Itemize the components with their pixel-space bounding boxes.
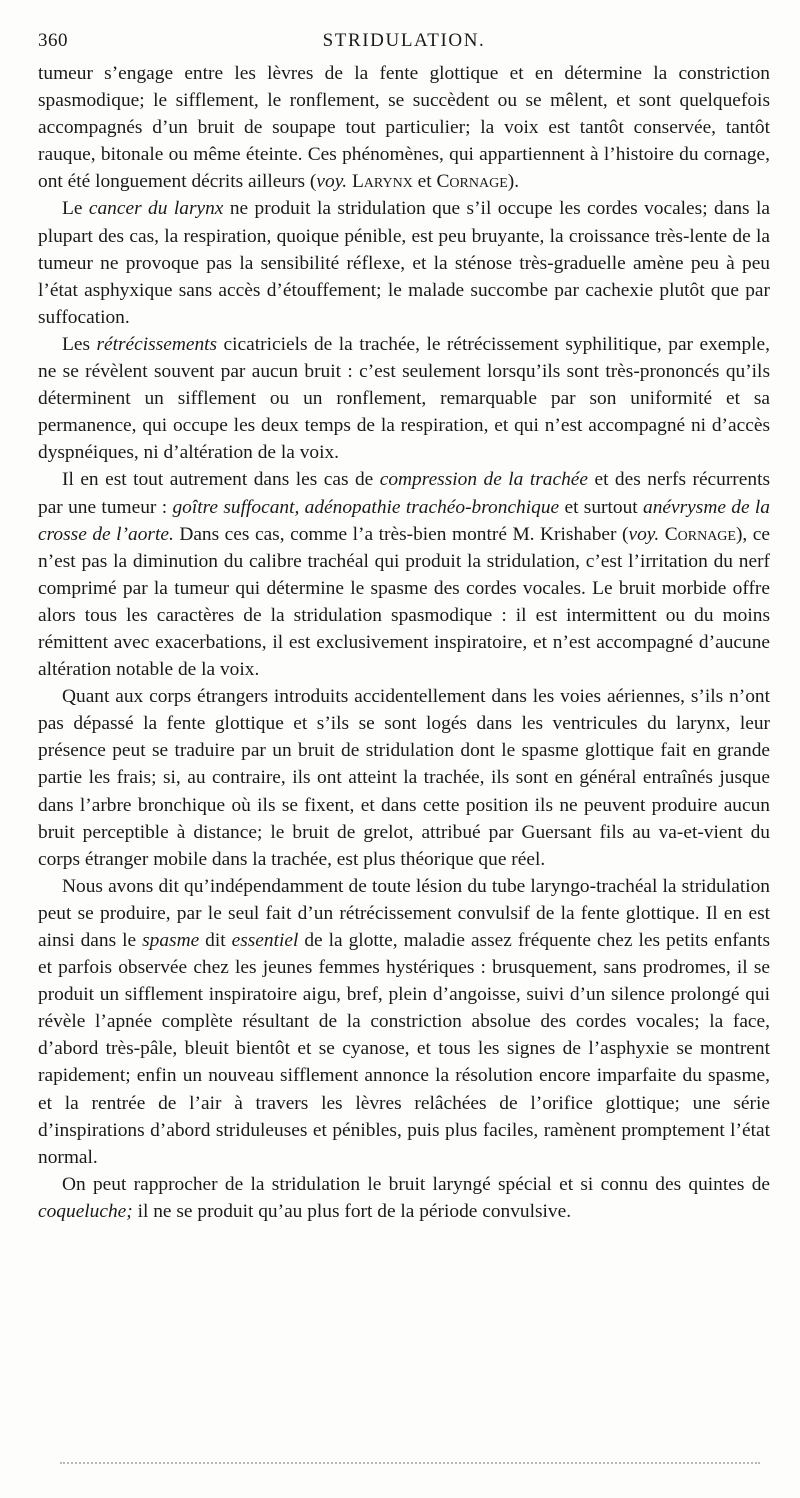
italic-text: anévrysme de la crosse de l’aorte. <box>38 496 770 545</box>
paragraph <box>38 466 770 683</box>
small-caps-text: Cornage <box>664 523 736 545</box>
text-run: cicatriciels de la trachée, le rétrécissement syphilitique, par exemple, ne se révèlent souvent par aucun bruit : c’est seulement lorsqu’ils sont très-prononcés qu’ils déterminent un sifflement ou un ronflement, remarquable par son uniformité et sa permanence, qui occupe les deux temps de la respiration, et qui n’est accompagné ni d’accès dyspnéiques, ni d’altération de la voix. <box>38 333 770 464</box>
body-text <box>38 60 770 1225</box>
text-run: et des nerfs récurrents par une tumeur : <box>38 469 770 518</box>
italic-text: spasme <box>142 930 200 951</box>
paragraph <box>38 683 770 873</box>
small-caps-text: Cornage <box>436 171 508 193</box>
page-number: 360 <box>38 30 68 51</box>
text-run: Quant aux corps étrangers introduits accidentellement dans les voies aériennes, s’ils n’ont pas dépassé la fente glottique et s’ils se sont logés dans les ventricules du larynx, leur présence peut se traduire par un bruit de stridulation dont le spasme glottique fait en grande partie les frais; si, au contraire, ils ont atteint la trachée, ils sont en général entraînés jusque dans l’arbre bronchique où ils se fixent, et dans cette position ils ne peuvent produire aucun bruit perceptible à distance; le bruit de grelot, attribué par Guersant fils au va-et-vient du corps étranger mobile dans la trachée, est plus théorique que réel. <box>38 686 770 870</box>
text-run: ). <box>507 171 520 193</box>
italic-text: cancer du larynx <box>88 198 224 220</box>
text-run: Nous avons dit qu’indépendamment de toute lésion du tube laryngo-trachéal la stridulation peut se produire, par le seul fait d’un rétrécissement convulsif de la fente glottique. Il en est ainsi dans le <box>38 875 770 951</box>
text-run: Le <box>62 198 89 220</box>
text-run: tumeur s’engage entre les lèvres de la fente glottique et en détermine la constriction spasmodique; le sifflement, le ronflement, se succèdent ou se mêlent, et sont quelquefois accompagnés d’un bruit de soupape tout particulier; la voix est tantôt conservée, tantôt rauque, bitonale ou même éteinte. Ces phénomènes, qui appartiennent à l’histoire du cornage, ont été longuement décrits ailleurs ( <box>38 63 770 193</box>
bottom-dotted-rule <box>60 1462 760 1464</box>
paragraph <box>38 873 770 1171</box>
running-title: STRIDULATION. <box>322 30 486 51</box>
text-run: Dans ces cas, comme l’a très-bien montré M. Krishaber ( <box>173 523 629 545</box>
text-run: On peut rapprocher de la stridulation le bruit laryngé spécial et si connu des quintes de <box>62 1173 770 1195</box>
small-caps-text: Larynx <box>351 171 413 193</box>
text-run: de la glotte, maladie assez fréquente chez les petits enfants et parfois observée chez les jeunes femmes hystériques : brusquement, sans prodromes, il se produit un sifflement inspiratoire aigu, bref, plein d’angoisse, suivi d’un silence prolongé qui révèle l’apnée complète résultant de la constriction absolue des cordes vocales; la face, d’abord très-pâle, bleuit bientôt et se cyanose, et tous les signes de l’asphyxie se montrent rapidement; enfin un nouveau sifflement annonce la résolution encore imparfaite du spasme, et la rentrée de l’air à travers les lèvres relâchées de l’orifice glottique; une série d’inspirations d’abord striduleuses et pénibles, puis plus faciles, ramènent promptement l’état normal. <box>38 930 770 1168</box>
italic-text: compression de la trachée <box>379 469 588 491</box>
text-run: Les <box>62 333 97 355</box>
text-run: et surtout <box>559 496 644 518</box>
page-header <box>38 30 770 60</box>
italic-text: voy. <box>316 171 348 193</box>
text-run: ), ce n’est pas la diminution du calibre trachéal qui produit la stridulation, c’est l’irritation du nerf comprimé par la tumeur qui détermine le spasme des cordes vocales. Le bruit morbide offre alors tous les caractères de la stridulation spasmodique : il est intermittent ou du moins rémittent avec exacerbations, il est exclusivement inspiratoire, et n’est accompagné d’aucune altération notable de la voix. <box>38 523 771 681</box>
text-run: et <box>412 171 437 193</box>
paragraph <box>38 1171 770 1225</box>
paragraph <box>38 60 770 195</box>
paragraph <box>38 331 770 466</box>
italic-text: rétrécissements <box>96 333 218 355</box>
italic-text: goître suffocant, adénopathie trachéo-bronchique <box>172 496 560 518</box>
paragraph <box>38 195 770 330</box>
text-run: ne produit la stridulation que s’il occupe les cordes vocales; dans la plupart des cas, la respiration, quoique pénible, est peu bruyante, la croissance très-lente de la tumeur ne provoque pas la sensibilité réflexe, et la sténose très-graduelle amène peu à peu l’état asphyxique sans accès d’étouffement; le malade succombe par cachexie plutôt que par suffocation. <box>38 198 770 328</box>
italic-text: essentiel <box>231 930 299 951</box>
italic-text: coqueluche; <box>38 1200 133 1222</box>
text-run: Il en est tout autrement dans les cas de <box>62 469 380 491</box>
italic-text: voy. <box>628 523 660 545</box>
text-run: dit <box>199 930 232 951</box>
text-run: il ne se produit qu’au plus fort de la période convulsive. <box>132 1200 572 1222</box>
